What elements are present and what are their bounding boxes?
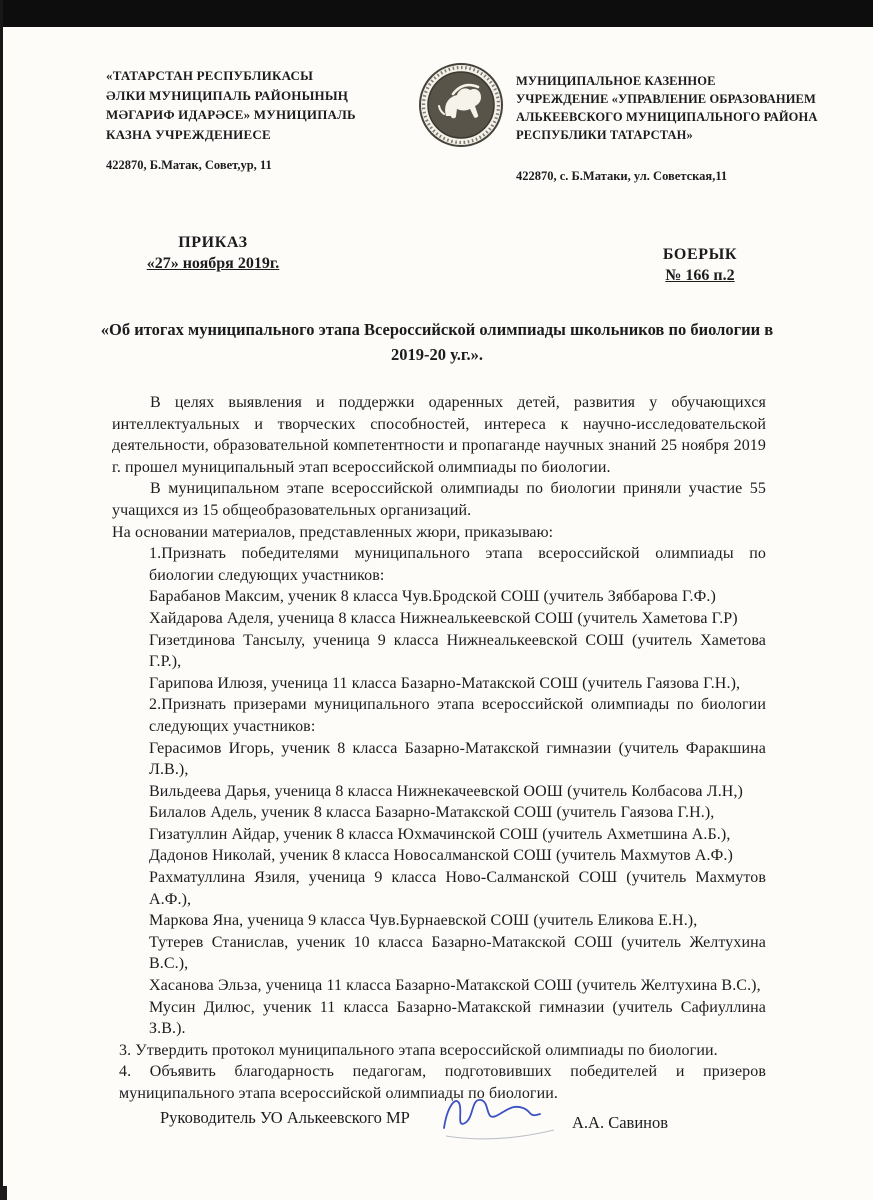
- scan-artifact-top-edge: [0, 0, 873, 27]
- prizer-entry: Вильдеева Дарья, ученица 8 класса Нижнекачеевской ООШ (учитель Колбасова Л.Н,): [149, 782, 743, 800]
- body-paragraph: На основании материалов, представленных жюри, приказываю:: [112, 523, 554, 541]
- winner-entry: Хайдарова Аделя, ученица 8 класса Нижнеалькеевской СОШ (учитель Хаметова Г.Р): [149, 609, 738, 627]
- winner-entry: Барабанов Максим, ученик 8 класса Чув.Бродской СОШ (учитель Зяббарова Г.Ф.): [149, 588, 716, 606]
- org-name-tatar-line: «ТАТАРСТАН РЕСПУБЛИКАСЫ: [106, 68, 314, 83]
- prizer-entry: Герасимов Игорь, ученик 8 класса Базарно-Матакской гимназии (учитель Фаракшина Л.В.),: [149, 739, 766, 779]
- signatory-name: А.А. Савинов: [572, 1113, 669, 1132]
- tatarstan-coat-of-arms-emblem: [418, 62, 504, 148]
- org-name-russian-line: РЕСПУБЛИКИ ТАТАРСТАН»: [516, 128, 693, 143]
- prizer-entry: Дадонов Николай, ученик 8 класса Новосалманской СОШ (учитель Махмутов А.Ф.): [149, 847, 733, 865]
- order-item: 4. Объявить благодарность педагогам, подготовивших победителей и призеров муниципального этапа всероссийской олимпиады по биологии.: [119, 1063, 766, 1102]
- org-name-russian-line: АЛЬКЕЕВСКОГО МУНИЦИПАЛЬНОГО РАЙОНА: [516, 110, 818, 125]
- scan-artifact-corner: [0, 1186, 7, 1200]
- body-paragraph: В муниципальном этапе всероссийской олимпиады по биологии приняли участие 55 учащихся из 15 общеобразовательных организаций.: [112, 480, 766, 519]
- signatory-position: Руководитель УО Алькеевского МР: [160, 1108, 410, 1127]
- order-word-boeryk: БОЕРЫК: [662, 246, 738, 263]
- emblem-graphic: [418, 62, 504, 148]
- document-body: [112, 392, 766, 1105]
- winners-heading: 1.Признать победителями муниципального этапа всероссийской олимпиады по биологии следующих участников:: [149, 545, 766, 584]
- org-name-russian-line: УЧРЕЖДЕНИЕ «УПРАВЛЕНИЕ ОБРАЗОВАНИЕМ: [516, 92, 816, 107]
- winner-entry: Гарипова Илюзя, ученица 11 класса Базарно-Матакской СОШ (учитель Гаязова Г.Н.),: [149, 674, 741, 692]
- prizer-entry: Мусин Дилюс, ученик 11 класса Базарно-Матакской гимназии (учитель Сафиуллина З.В.).: [149, 998, 766, 1038]
- document-title: «Об итогах муниципального этапа Всероссийской олимпиады школьников по биологии в 2019-20 у.г.».: [100, 320, 774, 364]
- scan-artifact-left-edge: [0, 0, 3, 1200]
- order-number: № 166 п.2: [665, 267, 735, 284]
- org-name-russian: [516, 72, 856, 145]
- order-date: «27» ноября 2019г.: [146, 255, 280, 272]
- winner-entry: Гизетдинова Тансылу, ученица 9 класса Нижнеалькеевской СОШ (учитель Хаметова Г.Р.),: [149, 631, 766, 671]
- org-address-tatar: 422870, Б.Матак, Совет,ур, 11: [106, 158, 272, 172]
- org-name-tatar-line: ӘЛКИ МУНИЦИПАЛЬ РАЙОНЫНЫҢ: [106, 87, 349, 103]
- prizer-entry: Хасанова Эльза, ученица 11 класса Базарно-Матакской СОШ (учитель Желтухина В.С.),: [149, 977, 761, 995]
- olympiad-results-list: [149, 543, 766, 1040]
- order-heading-tatar: [624, 246, 776, 285]
- order-word-prikaz: ПРИКАЗ: [178, 234, 248, 251]
- org-name-tatar-line: КАЗНА УЧРЕЖДЕНИЕСЕ: [106, 126, 271, 142]
- prizer-entry: Рахматуллина Язиля, ученица 9 класса Ново-Салманской СОШ (учитель Махмутов А.Ф.),: [149, 869, 766, 908]
- prizer-entry: Маркова Яна, ученица 9 класса Чув.Бурнаевской СОШ (учитель Еликова Е.Н.),: [149, 912, 698, 930]
- handwritten-signature-icon: [432, 1088, 572, 1148]
- order-heading-russian: [124, 234, 302, 273]
- prizers-heading: 2.Признать призерами муниципального этапа всероссийской олимпиады по биологии следующих участников:: [149, 696, 766, 735]
- signature-block: [160, 1088, 780, 1152]
- prizer-entry: Билалов Адель, ученик 8 класса Базарно-Матакской СОШ (учитель Гаязова Г.Н.),: [149, 804, 715, 822]
- prizer-entry: Гизатуллин Айдар, ученик 8 класса Юхмачинской СОШ (учитель Ахметшина А.Б.),: [149, 825, 731, 843]
- org-name-russian-line: МУНИЦИПАЛЬНОЕ КАЗЕННОЕ: [516, 74, 716, 88]
- org-address-russian: 422870, с. Б.Матаки, ул. Советская,11: [516, 169, 728, 183]
- body-paragraph: В целях выявления и поддержки одаренных детей, развития у обучающихся интеллектуальных и творческих способностей, интереса к научно-исследовательской деятельности, образовательной компетентности и пропаганде научных знаний 25 ноября 2019 г. прошел муниципальный этап всероссийской олимпиады по биологии.: [112, 394, 766, 476]
- signature-graphic: [432, 1088, 572, 1148]
- org-name-tatar-line: МӘГАРИФ ИДАРӘСЕ» МУНИЦИПАЛЬ: [106, 107, 356, 122]
- order-item: 3. Утвердить протокол муниципального этапа всероссийской олимпиады по биологии.: [119, 1041, 718, 1059]
- prizer-entry: Тутерев Станислав, ученик 10 класса Базарно-Матакской СОШ (учитель Желтухина В.С.),: [149, 933, 766, 973]
- org-name-tatar: [106, 66, 416, 144]
